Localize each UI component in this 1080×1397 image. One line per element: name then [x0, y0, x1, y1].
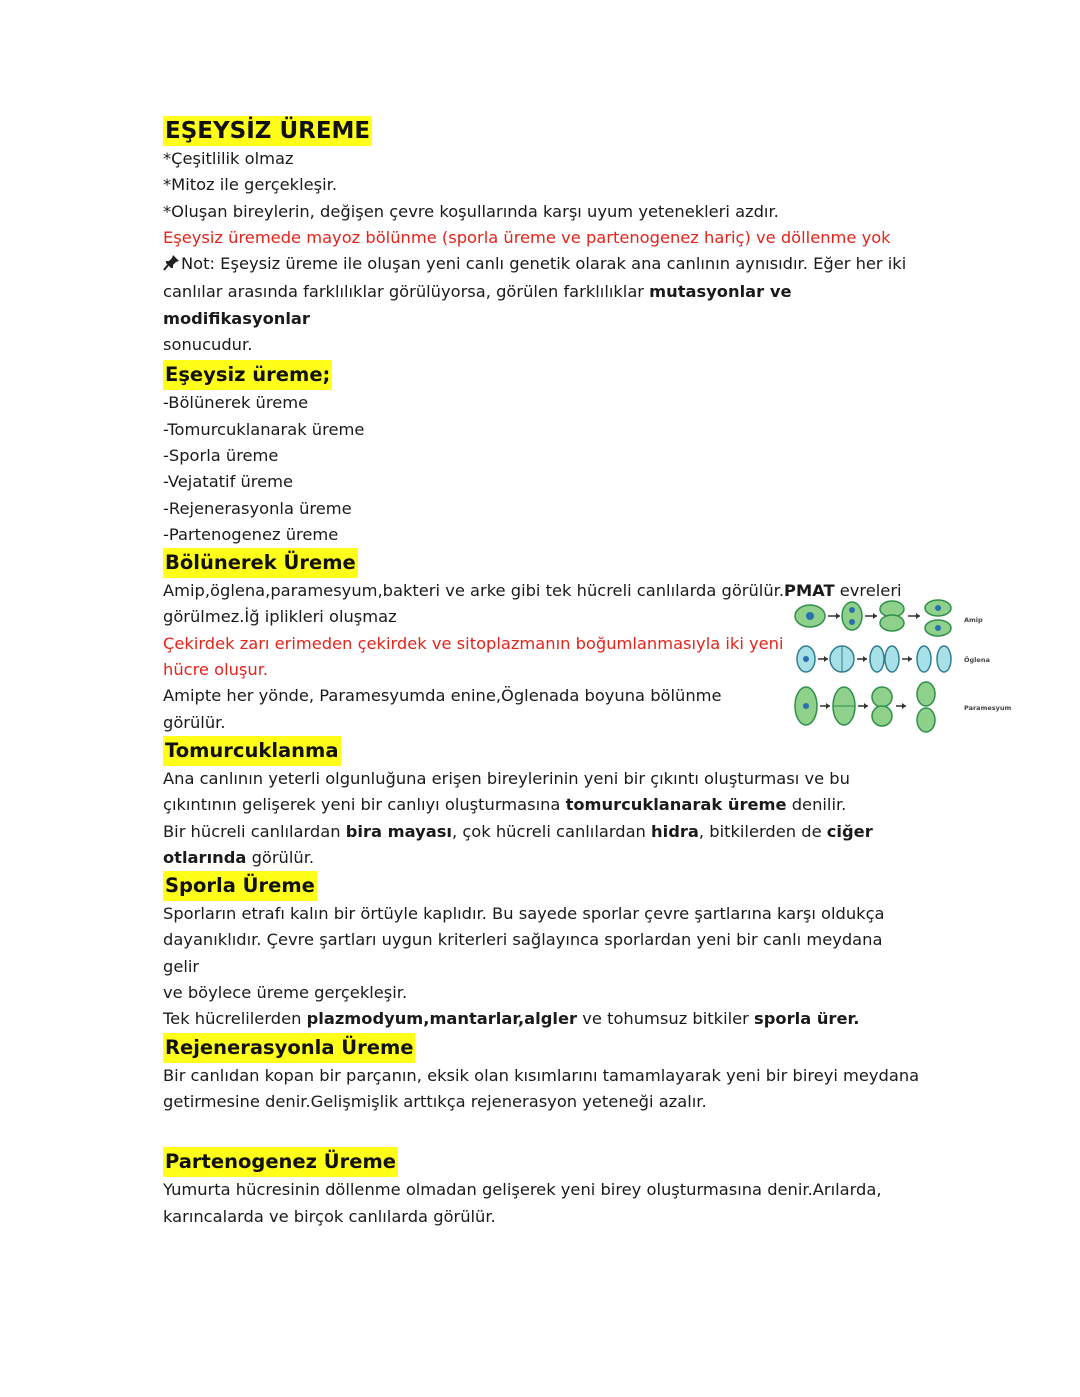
pushpin-icon: [163, 253, 181, 279]
figure-label-amip: Amip: [964, 616, 983, 624]
intro-line-1: *Çeşitlilik olmaz: [163, 149, 294, 168]
bolunerek-red-2: hücre oluşur.: [163, 660, 269, 680]
spor-heading: Sporla Üreme: [163, 871, 317, 901]
bolunerek-line-1: Amip,öglena,paramesyum,bakteri ve arke gibi tek hücreli canlılarda görülür.PMAT evreleri: [163, 581, 902, 601]
tomurcuk-line-2: çıkıntının gelişerek yeni bir canlıyı oluşturmasına tomurcuklanarak üreme denilir.: [163, 795, 847, 815]
type-item: -Rejenerasyonla üreme: [163, 498, 352, 518]
type-item: -Sporla üreme: [163, 445, 279, 465]
bolunerek-heading: Bölünerek Üreme: [163, 548, 358, 578]
spor-line-1: Sporların etrafı kalın bir örtüyle kaplıdır. Bu sayede sporlar çevre şartlarına karşı oldukça: [163, 904, 885, 924]
type-item: -Tomurcuklanarak üreme: [163, 419, 365, 439]
division-figure: [788, 596, 1013, 736]
spor-line-4: Tek hücrelilerden plazmodyum,mantarlar,algler ve tohumsuz bitkiler sporla ürer.: [163, 1009, 860, 1029]
note-line-2b: mutasyonlar ve modifikasyonlar: [163, 282, 792, 328]
bolunerek-line-3: Amipte her yönde, Paramesyumda enine,Öglenada boyuna bölünme: [163, 686, 722, 706]
figure-label-paramesyum: Paramesyum: [964, 704, 1012, 712]
note-line-1: Not: Eşeysiz üreme ile oluşan yeni canlı genetik olarak ana canlının aynısıdır. Eğer her iki: [181, 254, 907, 274]
spor-line-3: ve böylece üreme gerçekleşir.: [163, 983, 408, 1003]
parten-heading: Partenogenez Üreme: [163, 1147, 398, 1177]
rejen-line-1: Bir canlıdan kopan bir parçanın, eksik olan kısımlarını tamamlayarak yeni bir bireyi meydana: [163, 1065, 920, 1085]
parten-line-1: Yumurta hücresinin döllenme olmadan gelişerek yeni birey oluşturmasına denir.Arılarda,: [163, 1180, 882, 1200]
parten-line-2: karıncalarda ve birçok canlılarda görülür.: [163, 1206, 496, 1226]
rejen-heading: Rejenerasyonla Üreme: [163, 1033, 415, 1063]
type-item: -Partenogenez üreme: [163, 524, 339, 544]
rejen-line-2: getirmesine denir.Gelişmişlik arttıkça rejenerasyon yeteneği azalır.: [163, 1091, 707, 1111]
note-line-2a: canlılar arasında farklılıklar görülüyorsa, görülen farklılıklar: [163, 282, 650, 302]
intro-line-3: *Oluşan bireylerin, değişen çevre koşullarında karşı uyum yetenekleri azdır.: [163, 201, 779, 221]
tomurcuk-line-3: Bir hücreli canlılardan bira mayası, çok hücreli canlılardan hidra, bitkilerden de ciğer: [163, 821, 873, 841]
type-item: -Bölünerek üreme: [163, 393, 309, 413]
bolunerek-line-4: görülür.: [163, 712, 226, 732]
page-title: EŞEYSİZ ÜREME: [165, 118, 371, 144]
division-diagram: [788, 596, 963, 736]
note-paragraph: [163, 251, 923, 358]
oglena-row: [797, 646, 951, 672]
bolunerek-line-2: görülmez.İğ iplikleri oluşmaz: [163, 607, 397, 627]
types-heading: Eşeysiz üreme;: [163, 360, 332, 390]
type-item: -Vejatatif üreme: [163, 472, 294, 492]
intro-line-2: *Mitoz ile gerçekleşir.: [163, 175, 338, 195]
paramesyum-row: [795, 682, 935, 732]
tomurcuk-line-4: otlarında görülür.: [163, 847, 315, 867]
spor-line-2: dayanıklıdır. Çevre şartları uygun kriterleri sağlayınca sporlardan yeni bir canlı meydana gelir: [163, 930, 883, 976]
figure-label-oglena: Öglena: [964, 656, 990, 664]
intro-red-line: Eşeysiz üremede mayoz bölünme (sporla üreme ve partenogenez hariç) ve döllenme yok: [163, 227, 891, 247]
tomurcuk-line-1: Ana canlının yeterli olgunluğuna erişen bireylerinin yeni bir çıkıntı oluşturması ve bu: [163, 768, 850, 788]
bolunerek-red-1: Çekirdek zarı erimeden çekirdek ve sitoplazmanın boğumlanmasıyla iki yeni: [163, 633, 784, 653]
tomurcuk-heading: Tomurcuklanma: [163, 736, 341, 766]
amip-row: [795, 600, 951, 636]
note-line-3: sonucudur.: [163, 335, 253, 355]
